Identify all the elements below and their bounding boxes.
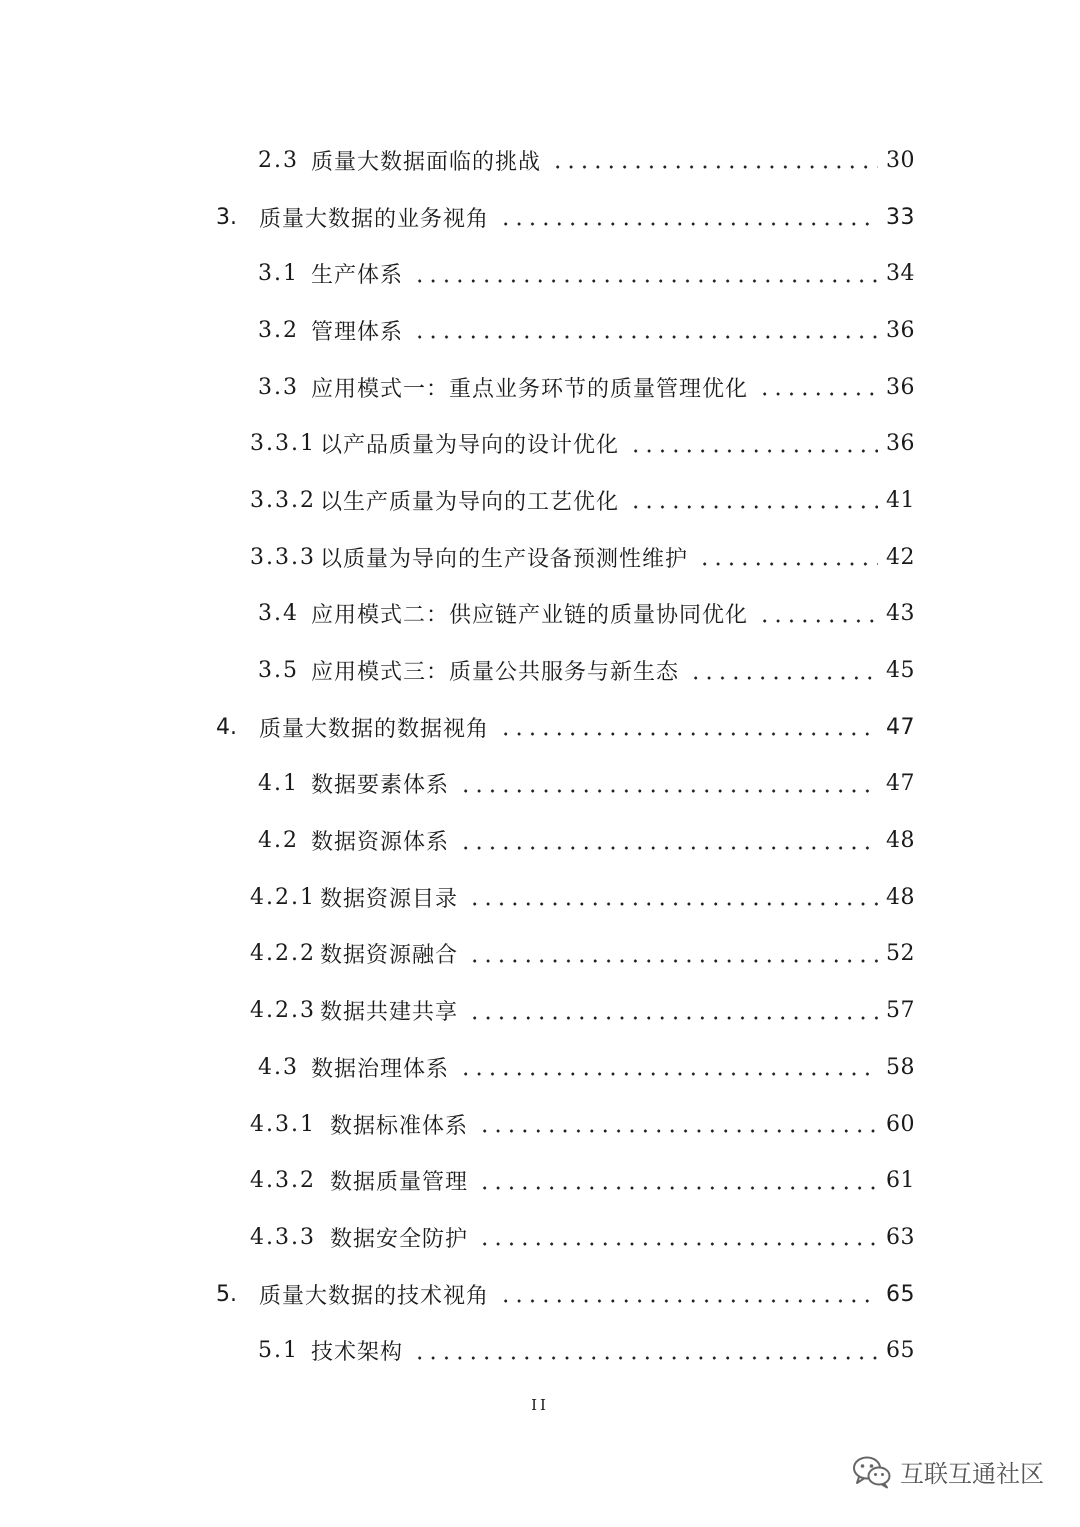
toc-entry-title: 数据共建共享	[319, 1000, 458, 1026]
toc-entry-page: 47	[886, 714, 915, 740]
toc-entry-title: 管理体系	[311, 319, 404, 345]
toc-entry-page: 65	[886, 1338, 915, 1364]
toc-leader-dots	[413, 1340, 878, 1362]
toc-entry[interactable]	[0, 982, 1080, 1039]
toc-entry[interactable]	[0, 642, 1080, 699]
toc-leader-dots	[459, 1056, 878, 1078]
toc-entry-number: 3.3.3	[250, 544, 316, 570]
toc-entry[interactable]	[0, 132, 1080, 189]
toc-leader-dots	[468, 943, 878, 965]
watermark-text: 互联互通社区	[900, 1460, 1044, 1488]
toc-entry-number: 3.3.1	[250, 431, 316, 457]
toc-entry-title: 以质量为导向的生产设备预测性维护	[319, 546, 688, 572]
toc-entry-title: 数据标准体系	[329, 1113, 468, 1139]
toc-entry-page: 63	[886, 1224, 915, 1250]
toc-leader-dots	[478, 1113, 878, 1135]
toc-entry-number: 4.3.1	[250, 1111, 316, 1137]
toc-entry[interactable]	[0, 1209, 1080, 1266]
toc-leader-dots	[499, 1283, 878, 1305]
toc-leader-dots	[629, 489, 878, 511]
toc-entry-page: 45	[886, 658, 915, 684]
toc-entry-title: 应用模式三：质量公共服务与新生态	[311, 660, 680, 686]
toc-entry-title: 数据治理体系	[311, 1056, 450, 1082]
toc-entry-title: 生产体系	[311, 263, 404, 289]
toc-entry-page: 48	[886, 828, 915, 854]
toc-entry[interactable]	[0, 1266, 1080, 1323]
toc-entry-number: 5.1	[258, 1338, 299, 1364]
toc-entry-number: 3.4	[258, 601, 299, 627]
toc-leader-dots	[478, 1170, 878, 1192]
toc-entry-number: 3.3	[258, 374, 299, 400]
toc-entry[interactable]	[0, 415, 1080, 472]
table-of-contents	[0, 132, 1080, 1379]
toc-entry-page: 60	[886, 1111, 915, 1137]
toc-entry-page: 41	[886, 487, 915, 513]
toc-entry-number: 4.2.1	[250, 884, 316, 910]
toc-entry-title: 质量大数据的数据视角	[259, 716, 490, 742]
toc-entry-number: 5.	[216, 1281, 237, 1307]
toc-entry[interactable]	[0, 245, 1080, 302]
toc-entry-page: 52	[886, 941, 915, 967]
toc-entry-title: 质量大数据的业务视角	[259, 206, 490, 232]
toc-entry-number: 2.3	[258, 147, 299, 173]
toc-entry[interactable]	[0, 359, 1080, 416]
toc-entry[interactable]	[0, 756, 1080, 813]
toc-entry-page: 58	[886, 1054, 915, 1080]
toc-entry-title: 应用模式一：重点业务环节的质量管理优化	[311, 376, 749, 402]
toc-leader-dots	[478, 1226, 878, 1248]
toc-entry[interactable]	[0, 926, 1080, 983]
toc-entry-number: 4.3.3	[250, 1224, 316, 1250]
toc-entry-title: 质量大数据面临的挑战	[311, 149, 542, 175]
toc-entry-page: 61	[886, 1168, 915, 1194]
toc-entry-page: 30	[886, 147, 915, 173]
toc-entry[interactable]	[0, 189, 1080, 246]
toc-entry[interactable]	[0, 699, 1080, 756]
toc-leader-dots	[413, 263, 878, 285]
toc-entry-title: 数据质量管理	[329, 1170, 468, 1196]
toc-entry[interactable]	[0, 812, 1080, 869]
wechat-icon	[852, 1455, 892, 1489]
toc-entry[interactable]	[0, 302, 1080, 359]
toc-entry-page: 36	[886, 317, 915, 343]
toc-entry-title: 技术架构	[311, 1340, 404, 1366]
toc-leader-dots	[459, 773, 878, 795]
toc-entry-title: 以产品质量为导向的设计优化	[319, 433, 619, 459]
toc-entry-page: 36	[886, 431, 915, 457]
toc-entry-number: 4.2.3	[250, 998, 316, 1024]
toc-leader-dots	[758, 603, 878, 625]
toc-entry[interactable]	[0, 529, 1080, 586]
toc-entry-page: 57	[886, 998, 915, 1024]
toc-entry-title: 数据安全防护	[329, 1226, 468, 1252]
toc-entry-title: 数据资源目录	[319, 886, 458, 912]
toc-entry-page: 47	[886, 771, 915, 797]
toc-entry-number: 3.	[216, 204, 237, 230]
toc-entry[interactable]	[0, 1039, 1080, 1096]
toc-entry-number: 4.1	[258, 771, 299, 797]
toc-entry-number: 3.5	[258, 658, 299, 684]
toc-leader-dots	[468, 1000, 878, 1022]
toc-entry-number: 4.3	[258, 1054, 299, 1080]
toc-entry[interactable]	[0, 1096, 1080, 1153]
toc-entry[interactable]	[0, 869, 1080, 926]
toc-leader-dots	[413, 319, 878, 341]
toc-entry-page: 36	[886, 374, 915, 400]
toc-entry-title: 应用模式二：供应链产业链的质量协同优化	[311, 603, 749, 629]
toc-entry[interactable]	[0, 1152, 1080, 1209]
toc-leader-dots	[551, 149, 878, 171]
watermark	[852, 1454, 1044, 1489]
toc-entry-number: 3.3.2	[250, 487, 316, 513]
toc-leader-dots	[758, 376, 878, 398]
toc-leader-dots	[499, 716, 878, 738]
toc-entry-page: 42	[886, 544, 915, 570]
toc-entry-number: 4.2	[258, 828, 299, 854]
toc-entry-title: 以生产质量为导向的工艺优化	[319, 489, 619, 515]
toc-entry-page: 65	[886, 1281, 915, 1307]
toc-leader-dots	[698, 546, 878, 568]
toc-entry[interactable]	[0, 1322, 1080, 1379]
page-number: II	[531, 1396, 549, 1414]
toc-entry-page: 48	[886, 884, 915, 910]
toc-entry-page: 34	[886, 261, 915, 287]
toc-entry-page: 43	[886, 601, 915, 627]
toc-leader-dots	[629, 433, 878, 455]
toc-entry-number: 4.	[216, 714, 237, 740]
toc-leader-dots	[459, 830, 878, 852]
toc-leader-dots	[499, 206, 878, 228]
toc-entry-number: 4.2.2	[250, 941, 316, 967]
toc-leader-dots	[468, 886, 878, 908]
toc-entry[interactable]	[0, 586, 1080, 643]
toc-entry-title: 质量大数据的技术视角	[259, 1283, 490, 1309]
toc-entry-title: 数据资源融合	[319, 943, 458, 969]
toc-entry-page: 33	[886, 204, 915, 230]
toc-entry-number: 4.3.2	[250, 1168, 316, 1194]
toc-entry[interactable]	[0, 472, 1080, 529]
toc-entry-number: 3.1	[258, 261, 299, 287]
toc-entry-title: 数据要素体系	[311, 773, 450, 799]
toc-leader-dots	[689, 660, 878, 682]
toc-entry-title: 数据资源体系	[311, 830, 450, 856]
toc-entry-number: 3.2	[258, 317, 299, 343]
